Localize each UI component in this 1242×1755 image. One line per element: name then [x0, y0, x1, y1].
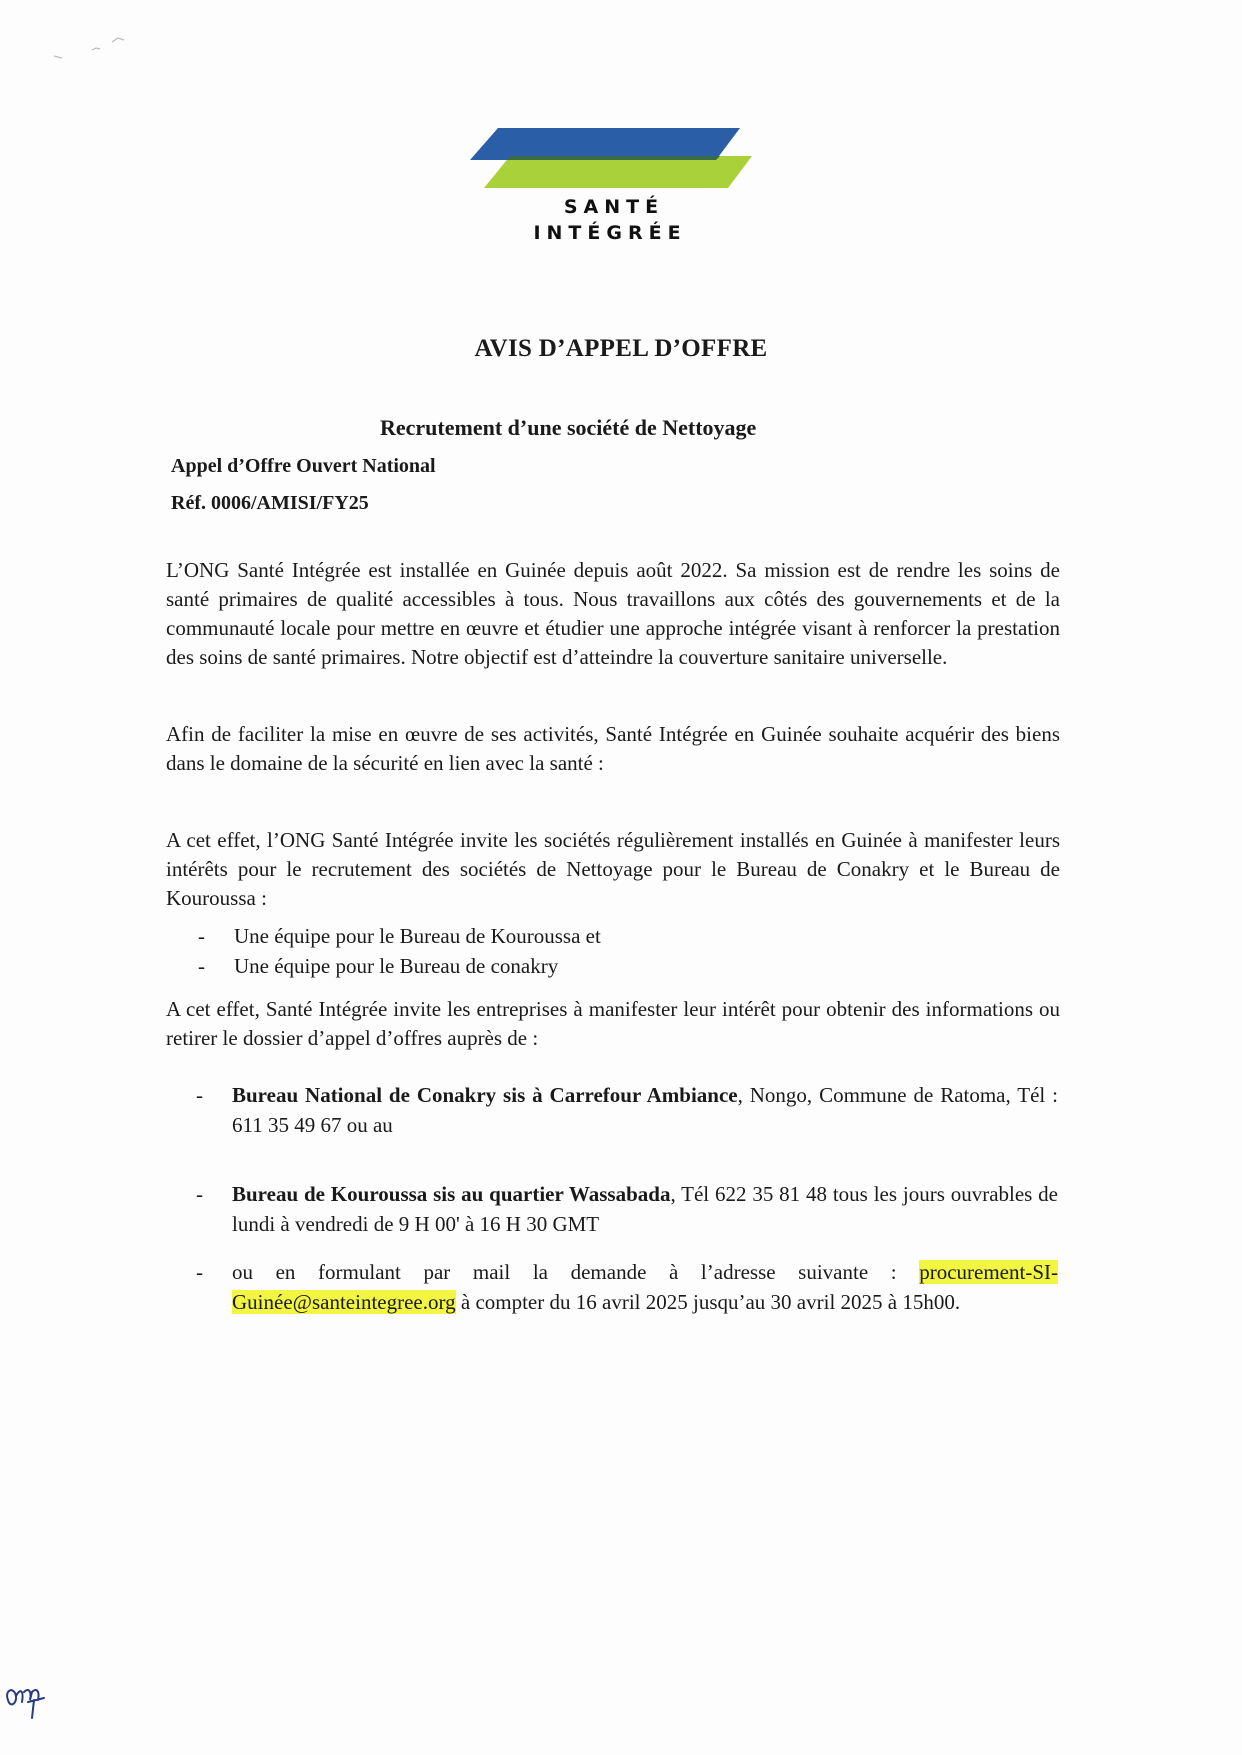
tender-reference: Réf. 0006/AMISI/FY25	[171, 492, 369, 514]
handwritten-initials	[2, 1678, 50, 1726]
team-conakry: Une équipe pour le Bureau de conakry	[234, 954, 559, 978]
email-address-link[interactable]: procurement-SI-Guinée@santeintegree.org	[232, 1260, 1058, 1314]
purpose-paragraph: Afin de faciliter la mise en œuvre de ses activités, Santé Intégrée en Guinée souhaite acquérir des biens dans le domaine de la sécurité en lien avec la santé :	[166, 722, 1060, 775]
document-subtitle: Recrutement d’une société de Nettoyage	[380, 415, 757, 440]
email-prefix: ou en formulant par mail la demande à l’adresse suivante :	[232, 1260, 920, 1284]
signature-icon	[2, 1678, 50, 1726]
logo-stripes-icon	[470, 126, 760, 196]
intro-paragraph: L’ONG Santé Intégrée est installée en Guinée depuis août 2022. Sa mission est de rendre les soins de santé primaires de qualité accessibles à tous. Nous travaillons aux côtés des gouvernements et de la communauté locale pour mettre en œuvre et étudier une approche intégrée visant à renforcer la prestation des soins de santé primaires. Notre objectif est d’atteindre la couverture sanitaire universelle.	[166, 558, 1060, 669]
teams-list	[198, 921, 1058, 981]
kouroussa-office-name: Bureau de Kouroussa sis au quartier Wassabada	[232, 1182, 671, 1206]
contact-email	[196, 1257, 1058, 1317]
contact-conakry	[196, 1080, 1058, 1140]
invitation-paragraph: A cet effet, l’ONG Santé Intégrée invite les sociétés régulièrement installés en Guinée à manifester leurs intérêts pour le recrutement des sociétés de Nettoyage pour le Bureau de Conakry et le Bureau de Kouroussa :	[166, 828, 1060, 910]
team-kouroussa: Une équipe pour le Bureau de Kouroussa et	[234, 924, 601, 948]
dash-bullet: -	[198, 924, 205, 948]
logo-text-line2: INTÉGRÉE	[533, 222, 687, 244]
kouroussa-office-details: , Tél 622 35 81 48 tous les jours ouvrables de lundi à vendredi de 9 H 00' à 16 H 30 GMT	[232, 1182, 1059, 1236]
conakry-office-details: , Nongo, Commune de Ratoma, Tél : 611 35 49 67 ou au	[232, 1083, 1058, 1137]
document-title: AVIS D’APPEL D’OFFRE	[474, 335, 768, 362]
info-paragraph: A cet effet, Santé Intégrée invite les entreprises à manifester leur intérêt pour obtenir des informations ou retirer le dossier d’appel d’offres auprès de :	[166, 997, 1060, 1050]
scan-smudge	[52, 28, 132, 68]
contact-kouroussa	[196, 1179, 1058, 1239]
dash-bullet: -	[198, 954, 205, 978]
list-item	[198, 951, 1058, 981]
dash-bullet: -	[196, 1083, 203, 1107]
dash-bullet: -	[196, 1260, 203, 1284]
conakry-office-name: Bureau National de Conakry sis à Carrefour Ambiance	[232, 1083, 738, 1107]
email-suffix: à compter du 16 avril 2025 jusqu’au 30 avril 2025 à 15h00.	[455, 1290, 961, 1314]
tender-type: Appel d’Offre Ouvert National	[171, 455, 436, 477]
logo-text-line1: SANTÉ	[563, 196, 665, 218]
dash-bullet: -	[196, 1182, 203, 1206]
list-item	[198, 921, 1058, 951]
sante-integree-logo	[470, 126, 760, 248]
